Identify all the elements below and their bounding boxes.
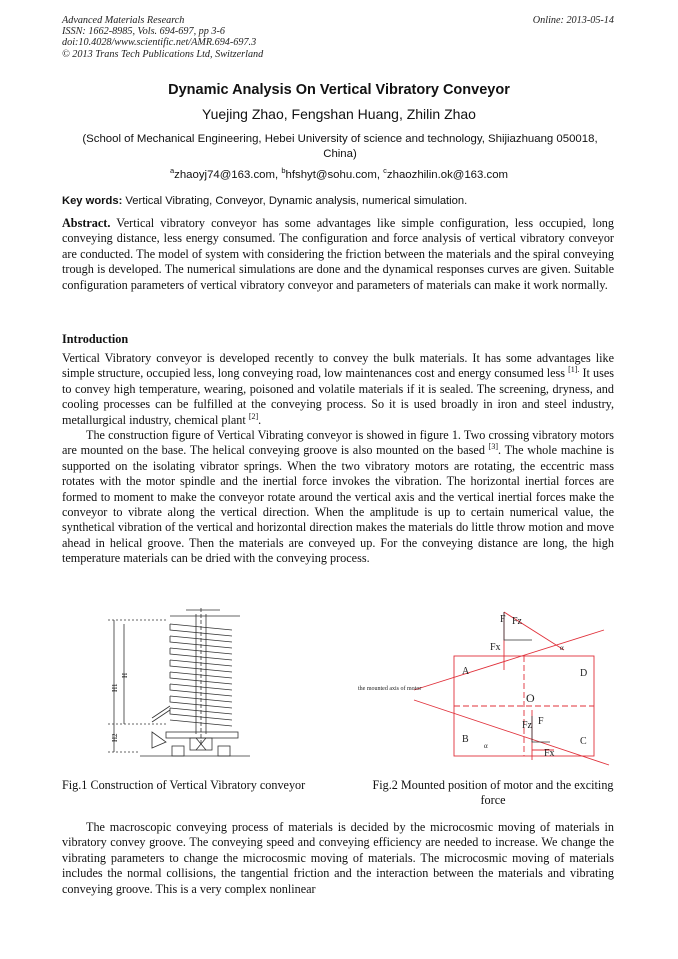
fig1-label-h: H — [121, 672, 129, 678]
abstract-label: Abstract. — [62, 216, 111, 230]
doi-line[interactable]: doi:10.4028/www.scientific.net/AMR.694-697.3 — [62, 37, 257, 49]
intro-paragraph-1 — [62, 351, 614, 428]
fig2-label-fx-top: Fx — [490, 642, 501, 653]
section-heading-introduction: Introduction — [62, 332, 129, 346]
email-a[interactable]: zhaoyj74@163.com, — [174, 168, 282, 181]
issn-line: ISSN: 1662-8985, Vols. 694-697, pp 3-6 — [62, 26, 225, 38]
author-emails — [0, 166, 678, 181]
email-sup-c: c — [383, 166, 387, 175]
online-date: Online: 2013-05-14 — [532, 15, 614, 26]
paragraph-3: The macroscopic conveying process of materials is decided by the microcosmic moving of materials in vibratory convey groove. The conveying speed and conveying efficiency are needed to increase. We change the vibrating parameters to change the microcosmic moving of materials. The microcosmic moving of materials includes the normal collisions, the tangential friction and the interaction between the materials and vibrating conveying groove. This is a very complex nonlinear — [62, 820, 614, 896]
fig2-label-f-top: F — [500, 614, 506, 625]
fig2-label-o: O — [526, 691, 535, 705]
fig2-label-a: A — [462, 666, 470, 677]
intro-paragraph-2 — [62, 428, 614, 567]
fig1-label-h1: H1 — [111, 683, 119, 692]
fig2-axis-label: the mounted axis of motor — [358, 686, 422, 692]
citation-2: [2] — [248, 411, 259, 421]
keywords-label: Key words: — [62, 195, 123, 207]
intro-p2-text-b: . The whole machine is supported on the isolating vibrator springs. When the two vibratory motors are rotating, the eccentric mass rotates with the motor spindle and the inertial force invokes the vibration. The horizontal inertial forces are formed to moment to make the conveyor rotate around the vertical axis and the vertical inertial forces make the conveyor to vibrate along the vertical direction. When the amplitude is up to certain numerical value, the synthetical vibration of the vertical and horizontal direction makes the materials do little throw motion and move ahead in helical groove. Then the materials are conveyed up. For the conveying distance are long, the high temperature materials can be dried with the conveying process. — [62, 443, 614, 566]
fig2-label-fz-bot: Fz — [522, 720, 532, 731]
fig2-label-b: B — [462, 734, 469, 745]
figure-2-caption: Fig.2 Mounted position of motor and the exciting force — [372, 778, 614, 807]
abstract — [62, 216, 614, 293]
paper-authors: Yuejing Zhao, Fengshan Huang, Zhilin Zhao — [202, 106, 476, 122]
fig2-label-c: C — [580, 736, 587, 747]
intro-p1-text-c: . — [258, 412, 262, 427]
fig2-label-alpha-bot: α — [484, 742, 488, 750]
intro-p2-text-a: The construction figure of Vertical Vibrating conveyor is showed in figure 1. Two crossing vibratory motors are mounted on the base. The helical conveying groove is also mounted on the based — [62, 428, 614, 458]
abstract-text: Vertical vibratory conveyor has some advantages like simple configuration, less occupied, long conveying distance, less energy consumed. The configuration and force analysis of vertical vibratory conveyor are conducted. The model of system with considering the friction between the materials and the spiral conveying trough is developed. The numerical simulations are done and the dynamical responses curves are given. Suitable configuration parameters of vertical vibratory conveyor and parameters of materials can make it work normally. — [62, 216, 614, 292]
email-c[interactable]: zhaozhilin.ok@163.com — [386, 168, 509, 181]
paper-title: Dynamic Analysis On Vertical Vibratory Conveyor — [168, 82, 510, 98]
copyright-line: © 2013 Trans Tech Publications Ltd, Switzerland — [62, 48, 264, 60]
email-sup-b: b — [281, 166, 286, 175]
fig2-label-fx-bot: Fx — [544, 748, 555, 759]
fig1-label-h2: H2 — [111, 733, 119, 742]
keywords — [62, 195, 616, 207]
fig2-label-f-bot: F — [538, 716, 544, 727]
intro-p1-text-b: It uses to convey high temperature, wearing, poisoned and volatile materials if it is sealed. The screening, dryness, and cooling processes can be fulfilled at the conveying process. So it is used broadly in iron and steel industry, metallurgical industry, chemical plant — [62, 366, 614, 427]
email-sup-a: a — [169, 166, 175, 175]
figure-2-force-diagram — [354, 610, 614, 770]
fig2-label-fz-top: Fz — [512, 616, 522, 627]
journal-header — [62, 15, 263, 60]
intro-p1-text-a: Vertical Vibratory conveyor is developed recently to convey the bulk materials. It has some advantages like simple structure, occupied less, long conveying road, low maintenances cost and energy consumed less — [62, 351, 614, 381]
citation-1: [1]. — [568, 365, 580, 375]
figure-1-caption: Fig.1 Construction of Vertical Vibratory conveyor — [62, 778, 306, 792]
email-b[interactable]: hfshyt@sohu.com, — [285, 168, 384, 181]
journal-name: Advanced Materials Research — [62, 15, 185, 26]
keywords-text: Vertical Vibrating, Conveyor, Dynamic analysis, numerical simulation. — [122, 195, 468, 207]
citation-3: [3] — [488, 442, 498, 452]
fig2-label-d: D — [580, 668, 588, 679]
fig2-label-alpha-top: α — [560, 644, 564, 652]
introduction-body — [62, 351, 614, 567]
figure-1-construction-drawing — [100, 606, 272, 764]
affiliation: (School of Mechanical Engineering, Hebei University of science and technology, Shijiazhuang 050018, China) — [82, 133, 598, 160]
